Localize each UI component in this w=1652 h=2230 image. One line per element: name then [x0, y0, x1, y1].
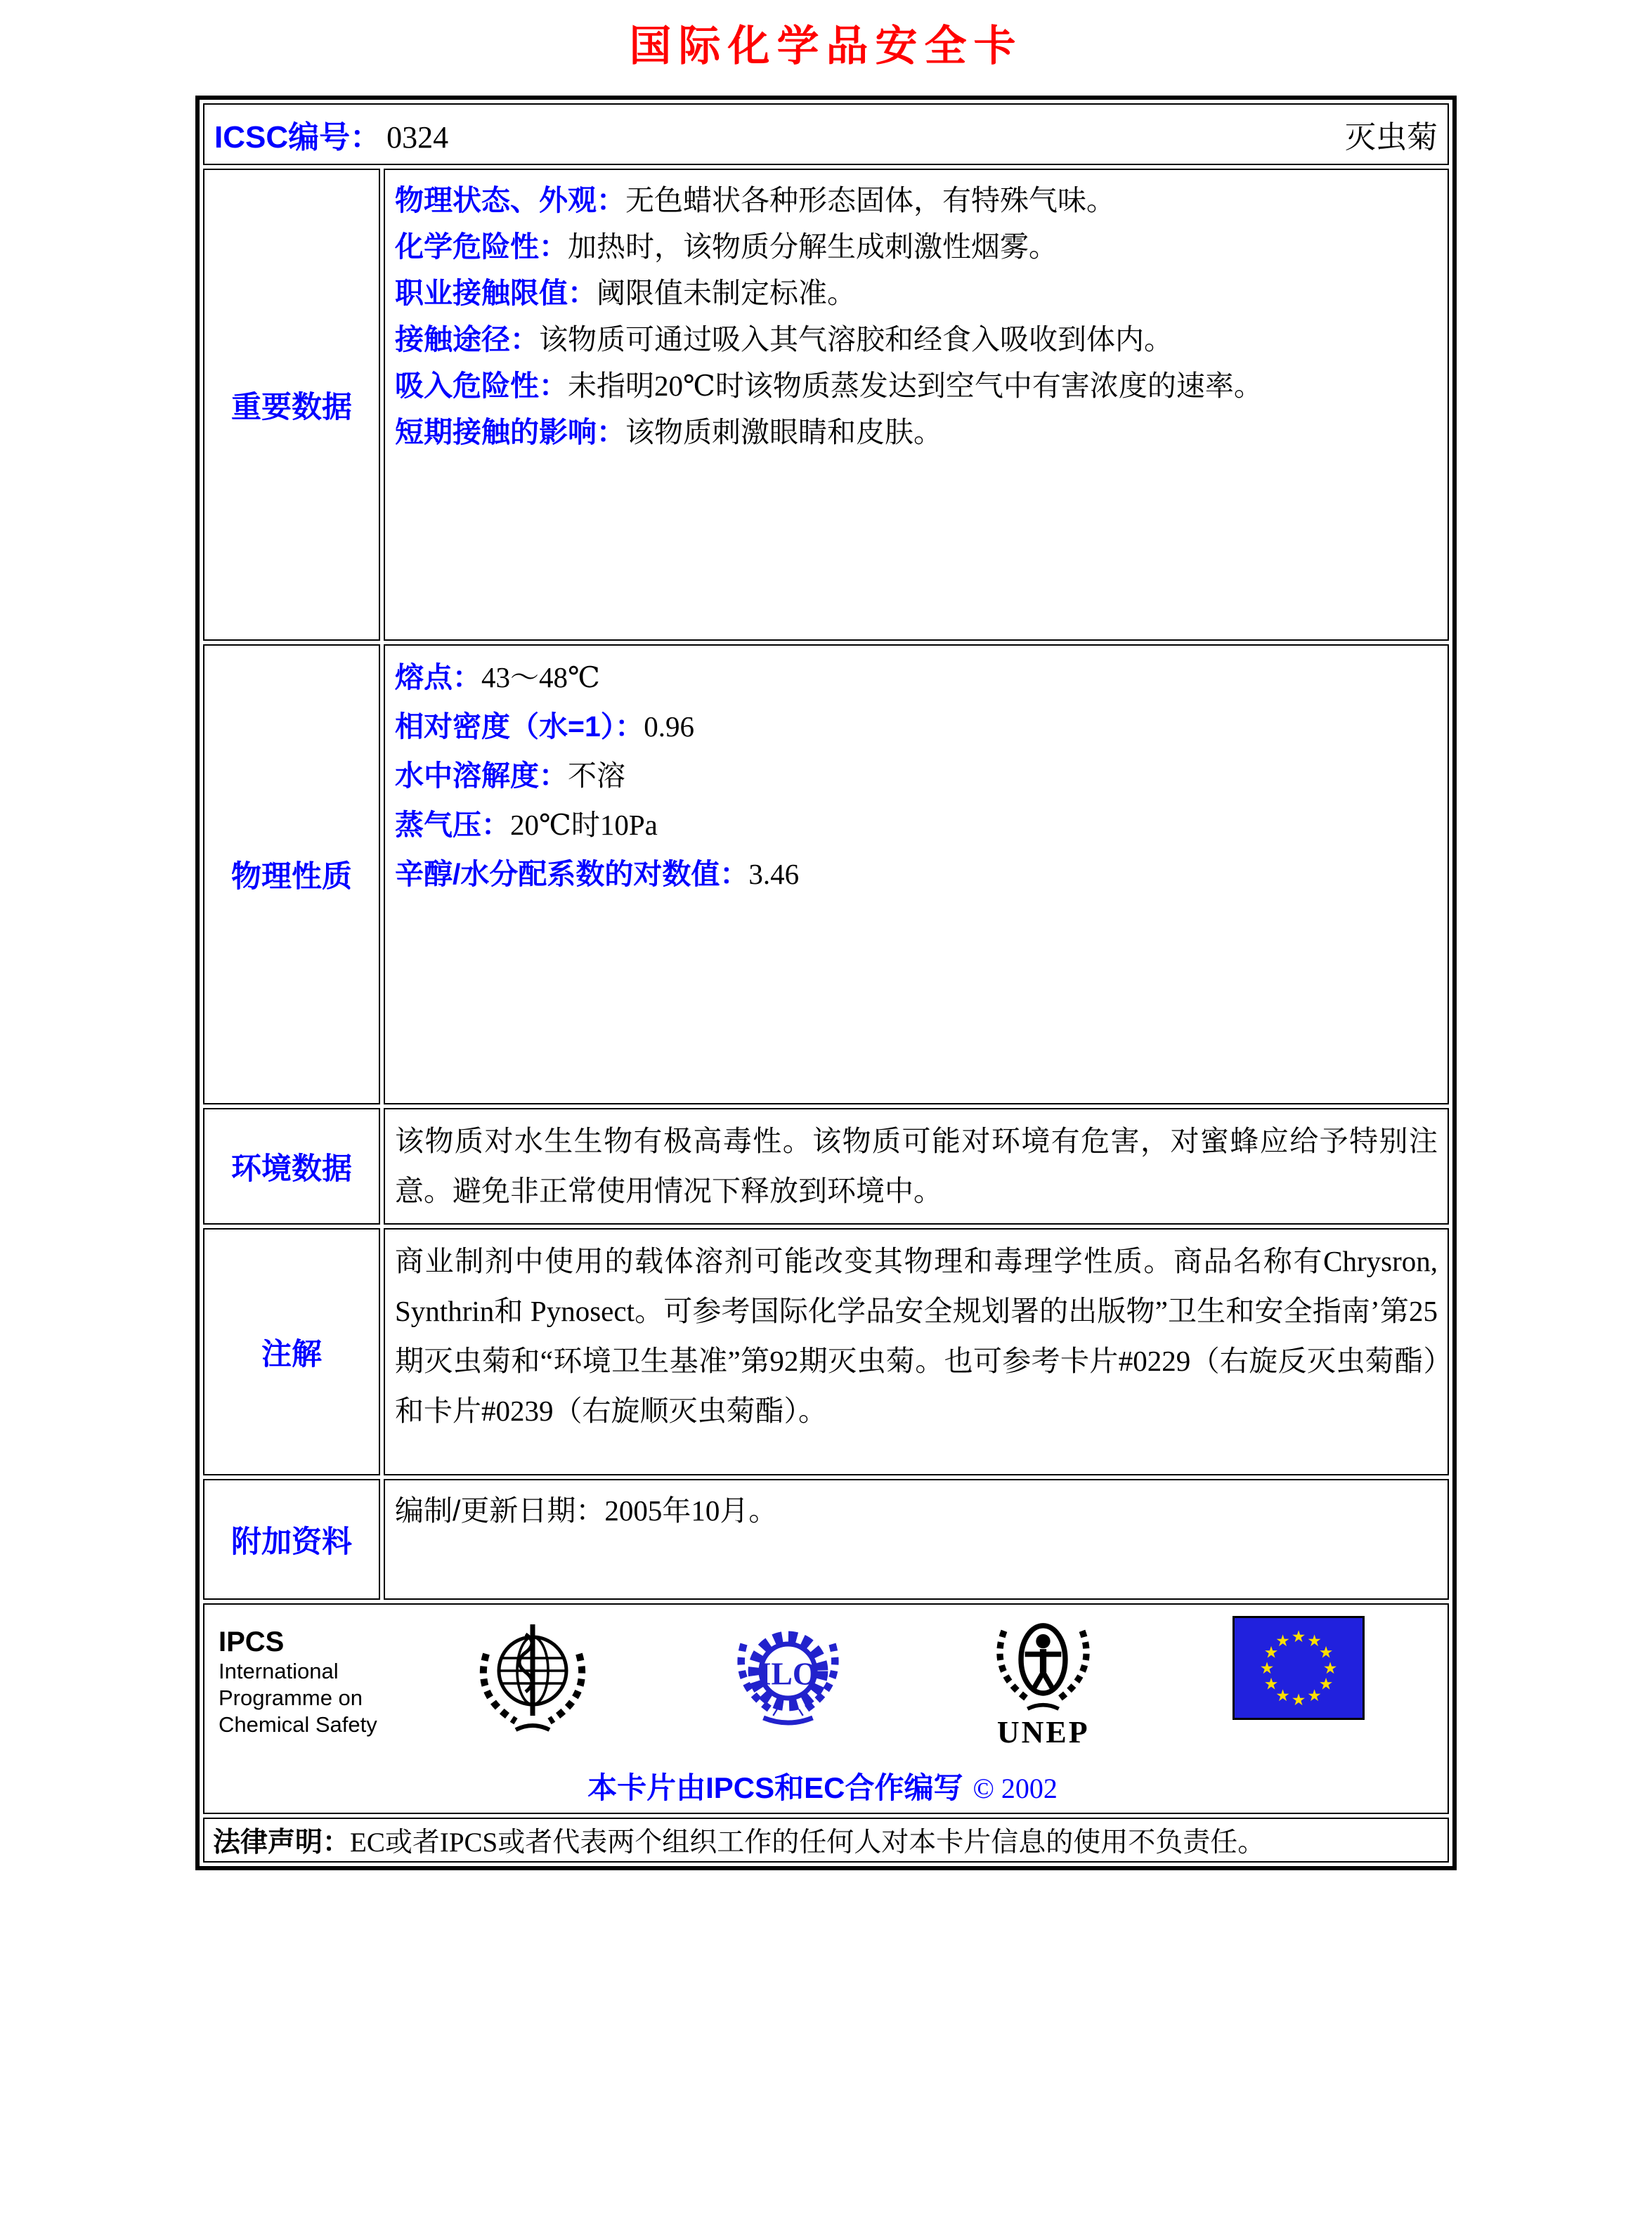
ipcs-line: International [219, 1659, 339, 1683]
svg-text:★: ★ [1263, 1643, 1279, 1662]
legal-row [203, 1818, 1449, 1863]
icsc-number-value: 0324 [386, 120, 449, 155]
ilo-icon [727, 1615, 850, 1737]
section-label-physical: 物理性质 [203, 644, 380, 1104]
svg-text:★: ★ [1318, 1675, 1334, 1694]
field-value: 3.46 [748, 858, 800, 890]
field-relative-density [395, 702, 1438, 751]
section-label-environment: 环境数据 [203, 1108, 380, 1225]
section-label-addinfo: 附加资料 [203, 1479, 380, 1600]
copyright-text: 本卡片由IPCS和EC合作编写 [587, 1771, 963, 1804]
svg-text:ILO: ILO [758, 1655, 817, 1692]
field-exposure-routes [395, 316, 1438, 363]
unep-label: UNEP [996, 1715, 1090, 1749]
section-label-important: 重要数据 [203, 169, 380, 641]
field-label: 熔点： [395, 661, 481, 693]
field-label: 职业接触限值： [395, 277, 597, 309]
field-physical-state [395, 177, 1438, 223]
field-value: 20℃时10Pa [510, 809, 658, 841]
legal-text: EC或者IPCS或者代表两个组织工作的任何人对本卡片信息的使用不负责任。 [350, 1827, 1266, 1858]
field-label: 编制/更新日期： [395, 1494, 605, 1527]
field-melting-point [395, 653, 1438, 702]
field-update-date [395, 1487, 1438, 1534]
header-cell [203, 103, 1449, 165]
field-label: 物理状态、外观： [395, 184, 625, 216]
field-inhalation-risk [395, 363, 1438, 409]
field-label: 吸入危险性： [395, 370, 568, 402]
ipcs-line: Chemical Safety [219, 1712, 377, 1737]
who-icon [462, 1615, 603, 1755]
notes-row [203, 1228, 1449, 1475]
field-value: 不溶 [568, 759, 625, 792]
field-vapor-pressure [395, 800, 1438, 849]
field-octanol-water [395, 849, 1438, 899]
svg-text:★: ★ [1259, 1660, 1275, 1678]
ipcs-block [219, 1615, 405, 1738]
chemical-name: 灭虫菊 [1345, 120, 1438, 155]
field-value: 该物质可通过吸入其气溶胶和经食入吸收到体内。 [539, 323, 1173, 356]
important-data-content [384, 169, 1449, 641]
field-label: 水中溶解度： [395, 759, 568, 792]
field-label: 化学危险性： [395, 230, 568, 263]
section-label-notes: 注解 [203, 1228, 380, 1475]
field-chemical-danger [395, 223, 1438, 270]
environmental-data-content [384, 1108, 1449, 1225]
ipcs-title: IPCS [219, 1626, 285, 1657]
section-paragraph: 该物质对水生生物有极高毒性。该物质可能对环境有危害，对蜜蜂应给予特别注意。避免非正常使用情况下释放到环境中。 [395, 1125, 1438, 1207]
svg-text:★: ★ [1307, 1632, 1322, 1650]
additional-info-row [203, 1479, 1449, 1600]
section-paragraph: 商业制剂中使用的载体溶剂可能改变其物理和毒理学性质。商品名称有Chrysron, Synthrin和 Pynosect。可参考国际化学品安全规划署的出版物”卫生和安全指南’第25期灭虫菊和“环境卫生基准”第92期灭虫菊。也可参考卡片#0229（右旋反灭虫菊酯）和卡片#0239（右旋顺灭虫菊酯）。 [395, 1245, 1438, 1427]
icsc-number-label: ICSC编号： [214, 120, 382, 155]
caption-line [219, 1765, 1426, 1807]
svg-text:★: ★ [1318, 1643, 1334, 1662]
svg-text:★: ★ [1322, 1660, 1338, 1678]
ipcs-line: Programme on [219, 1685, 363, 1710]
logos-cell [203, 1603, 1449, 1814]
svg-text:★: ★ [1275, 1632, 1291, 1650]
important-data-row [203, 169, 1449, 641]
copyright-year: © 2002 [973, 1773, 1058, 1804]
card-table [195, 96, 1457, 1870]
svg-text:★: ★ [1291, 1691, 1306, 1709]
field-label: 辛醇/水分配系数的对数值： [395, 858, 749, 890]
svg-text:★: ★ [1275, 1687, 1291, 1705]
icsc-number-group [214, 112, 448, 157]
field-occupational-limit [395, 270, 1438, 316]
eu-flag-slot [1171, 1615, 1427, 1721]
legal-label: 法律声明： [213, 1827, 351, 1858]
svg-text:★: ★ [1263, 1675, 1279, 1694]
field-label: 蒸气压： [395, 809, 510, 841]
page-title: 国际化学品安全卡 [629, 22, 1023, 70]
additional-info-content [384, 1479, 1449, 1600]
field-label: 相对密度（水=1）： [395, 710, 644, 743]
logos-row [203, 1603, 1449, 1814]
field-value: 加热时，该物质分解生成刺激性烟雾。 [568, 230, 1058, 263]
environmental-data-row [203, 1108, 1449, 1225]
field-value: 无色蜡状各种形态固体，有特殊气味。 [625, 184, 1115, 216]
field-value: 该物质刺激眼睛和皮肤。 [625, 416, 942, 448]
field-label: 短期接触的影响： [395, 416, 625, 448]
notes-content [384, 1228, 1449, 1475]
who-logo-slot [405, 1615, 661, 1755]
unep-icon [978, 1615, 1108, 1720]
svg-text:★: ★ [1291, 1628, 1306, 1646]
field-label: 接触途径： [395, 323, 539, 356]
field-water-solubility [395, 751, 1438, 800]
eu-flag-icon [1232, 1615, 1365, 1721]
ilo-logo-slot [661, 1615, 916, 1737]
field-short-term-effects [395, 409, 1438, 455]
field-value: 43～48℃ [481, 661, 600, 693]
svg-text:★: ★ [1307, 1687, 1322, 1705]
field-value: 未指明20℃时该物质蒸发达到空气中有害浓度的速率。 [568, 370, 1263, 402]
logo-strip [219, 1615, 1426, 1755]
physical-properties-row [203, 644, 1449, 1104]
header-row [203, 103, 1449, 165]
physical-properties-content [384, 644, 1449, 1104]
field-value: 阈限值未制定标准。 [597, 277, 856, 309]
unep-logo-slot [916, 1615, 1171, 1750]
field-value: 2005年10月。 [604, 1494, 778, 1527]
field-value: 0.96 [644, 710, 694, 743]
legal-cell [203, 1818, 1449, 1863]
